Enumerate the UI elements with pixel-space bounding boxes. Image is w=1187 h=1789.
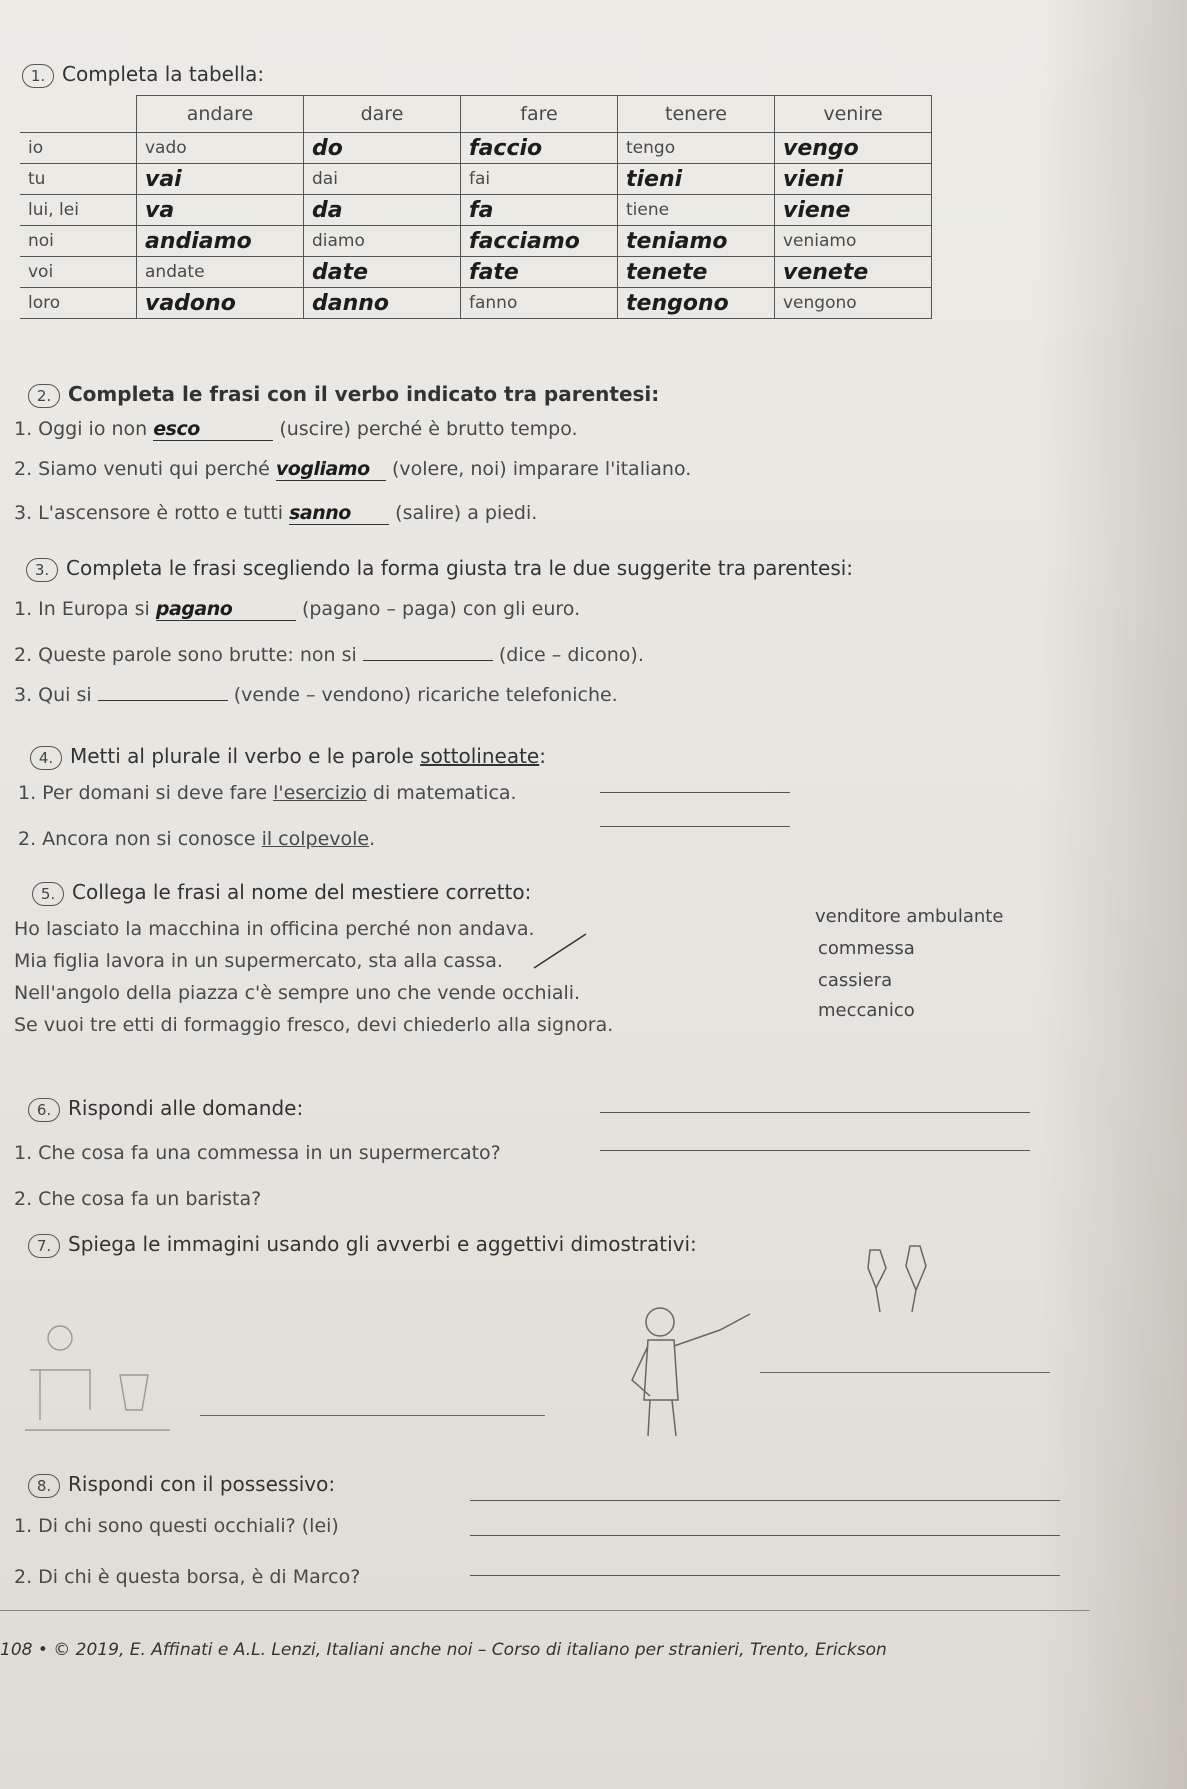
answer-cell[interactable]: vengo xyxy=(775,133,932,164)
illustration-person-pointing xyxy=(620,1300,770,1440)
answer-blank[interactable] xyxy=(289,502,389,525)
sentence-text: 1. In Europa si xyxy=(14,598,150,620)
job-option[interactable]: commessa xyxy=(818,938,915,959)
underlined-word: il colpevole xyxy=(261,828,370,850)
ex8-question-1: 1. Di chi sono questi occhiali? (lei) xyxy=(14,1515,339,1537)
answer-line[interactable] xyxy=(600,826,790,827)
table-cell: tiene xyxy=(618,195,775,226)
answer-cell[interactable]: vai xyxy=(137,164,304,195)
ex3-sentence-2 xyxy=(14,640,644,666)
ex1-title xyxy=(22,62,264,88)
ex1-title-text: Completa la tabella: xyxy=(62,62,265,86)
table-cell: diamo xyxy=(304,226,461,257)
table-header-cell xyxy=(20,96,137,133)
pronoun-cell: voi xyxy=(20,257,137,288)
underlined-word: l'esercizio xyxy=(273,782,367,804)
answer-blank[interactable] xyxy=(153,418,273,441)
ex2-sentence-1 xyxy=(14,418,578,441)
ex7-number: 7. xyxy=(28,1234,60,1258)
ex8-number: 8. xyxy=(28,1474,60,1498)
table-cell: dai xyxy=(304,164,461,195)
ex6-question-1: 1. Che cosa fa una commessa in un supermercato? xyxy=(14,1142,501,1164)
answer-cell[interactable]: facciamo xyxy=(461,226,618,257)
page-edge-shadow xyxy=(1037,0,1187,1789)
connecting-line xyxy=(530,930,590,972)
handwritten-answer: sanno xyxy=(289,502,351,524)
ex2-sentence-2 xyxy=(14,458,691,481)
answer-cell[interactable]: do xyxy=(304,133,461,164)
table-header-row xyxy=(20,96,932,133)
ex2-sentence-3 xyxy=(14,502,537,525)
sentence-text: 3. Qui si xyxy=(14,684,92,706)
answer-cell[interactable]: va xyxy=(137,195,304,226)
answer-cell[interactable]: andiamo xyxy=(137,226,304,257)
table-header-cell: andare xyxy=(137,96,304,133)
table-cell: vengono xyxy=(775,288,932,319)
table-header-cell: fare xyxy=(461,96,618,133)
answer-cell[interactable]: venete xyxy=(775,257,932,288)
answer-blank[interactable] xyxy=(363,640,493,661)
job-option[interactable]: cassiera xyxy=(818,970,893,991)
answer-cell[interactable]: tenete xyxy=(618,257,775,288)
answer-blank[interactable] xyxy=(156,598,296,621)
ex4-sentence-1 xyxy=(18,782,517,804)
job-option[interactable]: venditore ambulante xyxy=(815,906,1004,927)
ex3-sentence-1 xyxy=(14,598,580,621)
sentence-text: (dice – dicono). xyxy=(498,644,644,666)
table-header-cell: venire xyxy=(775,96,932,133)
ex3-number: 3. xyxy=(26,558,58,582)
answer-line[interactable] xyxy=(470,1500,1060,1501)
ex4-title-underlined: sottolineate xyxy=(420,744,540,768)
ex5-number: 5. xyxy=(32,882,64,906)
ex5-sentence-4: Se vuoi tre etti di formaggio fresco, devi chiederlo alla signora. xyxy=(14,1014,614,1036)
illustration-flowers xyxy=(860,1238,940,1318)
ex7-title xyxy=(28,1232,697,1258)
ex2-title-text: Completa le frasi con il verbo indicato tra parentesi: xyxy=(68,382,660,406)
ex4-title-colon: : xyxy=(539,744,546,768)
table-cell: andate xyxy=(137,257,304,288)
answer-line[interactable] xyxy=(470,1575,1060,1576)
pronoun-cell: loro xyxy=(20,288,137,319)
ex6-question-2: 2. Che cosa fa un barista? xyxy=(14,1188,262,1210)
answer-cell[interactable]: tieni xyxy=(618,164,775,195)
pronoun-cell: io xyxy=(20,133,137,164)
answer-cell[interactable]: danno xyxy=(304,288,461,319)
table-row xyxy=(20,195,932,226)
sentence-text: (pagano – paga) con gli euro. xyxy=(301,598,581,620)
ex8-title xyxy=(28,1472,335,1498)
ex4-title xyxy=(30,744,546,770)
answer-cell[interactable]: tengono xyxy=(618,288,775,319)
ex8-question-2: 2. Di chi è questa borsa, è di Marco? xyxy=(14,1566,361,1588)
pronoun-cell: noi xyxy=(20,226,137,257)
answer-line[interactable] xyxy=(760,1372,1050,1373)
ex6-title xyxy=(28,1096,303,1122)
job-option[interactable]: meccanico xyxy=(818,1000,915,1021)
ex3-sentence-3 xyxy=(14,680,618,706)
pronoun-cell: tu xyxy=(20,164,137,195)
table-row xyxy=(20,226,932,257)
answer-line[interactable] xyxy=(600,1150,1030,1151)
page-footer: 108 • © 2019, E. Affinati e A.L. Lenzi, Italiani anche noi – Corso di italiano per stranieri, Trento, Erickson xyxy=(0,1640,887,1660)
ex1-number: 1. xyxy=(22,64,54,88)
answer-cell[interactable]: da xyxy=(304,195,461,226)
ex5-sentence-3: Nell'angolo della piazza c'è sempre uno che vende occhiali. xyxy=(14,982,581,1004)
sentence-text: . xyxy=(369,828,376,850)
answer-line[interactable] xyxy=(600,792,790,793)
table-row xyxy=(20,257,932,288)
answer-cell[interactable]: teniamo xyxy=(618,226,775,257)
ex5-sentence-1: Ho lasciato la macchina in officina perché non andava. xyxy=(14,918,535,940)
ex5-title-text: Collega le frasi al nome del mestiere corretto: xyxy=(72,880,532,904)
sentence-text: di matematica. xyxy=(366,782,517,804)
answer-line[interactable] xyxy=(600,1112,1030,1113)
table-cell: fanno xyxy=(461,288,618,319)
ex4-title-text: Metti al plurale il verbo e le parole xyxy=(70,744,421,768)
ex2-number: 2. xyxy=(28,384,60,408)
answer-cell[interactable]: fate xyxy=(461,257,618,288)
ex4-sentence-2 xyxy=(18,828,375,850)
table-header-cell: dare xyxy=(304,96,461,133)
sentence-text: (volere, noi) imparare l'italiano. xyxy=(391,458,692,480)
sentence-text: (vende – vendono) ricariche telefoniche. xyxy=(233,684,618,706)
ex8-title-text: Rispondi con il possessivo: xyxy=(68,1472,336,1496)
table-cell: vado xyxy=(137,133,304,164)
sentence-text: (uscire) perché è brutto tempo. xyxy=(279,418,578,440)
answer-cell[interactable]: vadono xyxy=(137,288,304,319)
answer-blank[interactable] xyxy=(98,680,228,701)
illustration-table-and-glass xyxy=(20,1320,190,1450)
sentence-text: (salire) a piedi. xyxy=(395,502,538,524)
sentence-text: 2. Ancora non si conosce xyxy=(18,828,262,850)
table-header-cell: tenere xyxy=(618,96,775,133)
table-cell: tengo xyxy=(618,133,775,164)
answer-cell[interactable]: date xyxy=(304,257,461,288)
handwritten-answer: esco xyxy=(153,418,200,440)
table-row xyxy=(20,133,932,164)
ex4-number: 4. xyxy=(30,746,62,770)
table-cell: veniamo xyxy=(775,226,932,257)
ex3-title xyxy=(26,556,853,582)
verb-table xyxy=(20,95,932,319)
answer-cell[interactable]: vieni xyxy=(775,164,932,195)
page-bottom-rule xyxy=(0,1610,1090,1611)
ex6-title-text: Rispondi alle domande: xyxy=(68,1096,304,1120)
sentence-text: 1. Oggi io non xyxy=(14,418,148,440)
handwritten-answer: vogliamo xyxy=(275,458,370,480)
ex5-sentence-2: Mia figlia lavora in un supermercato, sta alla cassa. xyxy=(14,950,503,972)
answer-line[interactable] xyxy=(200,1415,545,1416)
sentence-text: 1. Per domani si deve fare xyxy=(18,782,274,804)
answer-cell[interactable]: faccio xyxy=(461,133,618,164)
ex5-title xyxy=(32,880,531,906)
sentence-text: 3. L'ascensore è rotto e tutti xyxy=(14,502,284,524)
handwritten-answer: pagano xyxy=(155,598,233,620)
ex2-title xyxy=(28,382,659,408)
table-cell: fai xyxy=(461,164,618,195)
table-row xyxy=(20,288,932,319)
ex3-title-text: Completa le frasi scegliendo la forma giusta tra le due suggerite tra parentesi: xyxy=(66,556,854,580)
table-row xyxy=(20,164,932,195)
answer-line[interactable] xyxy=(470,1535,1060,1536)
answer-blank[interactable] xyxy=(276,458,386,481)
ex7-title-text: Spiega le immagini usando gli avverbi e aggettivi dimostrativi: xyxy=(68,1232,697,1256)
sentence-text: 2. Siamo venuti qui perché xyxy=(14,458,270,480)
answer-cell[interactable]: fa xyxy=(461,195,618,226)
ex6-number: 6. xyxy=(28,1098,60,1122)
sentence-text: 2. Queste parole sono brutte: non si xyxy=(14,644,357,666)
answer-cell[interactable]: viene xyxy=(775,195,932,226)
pronoun-cell: lui, lei xyxy=(20,195,137,226)
